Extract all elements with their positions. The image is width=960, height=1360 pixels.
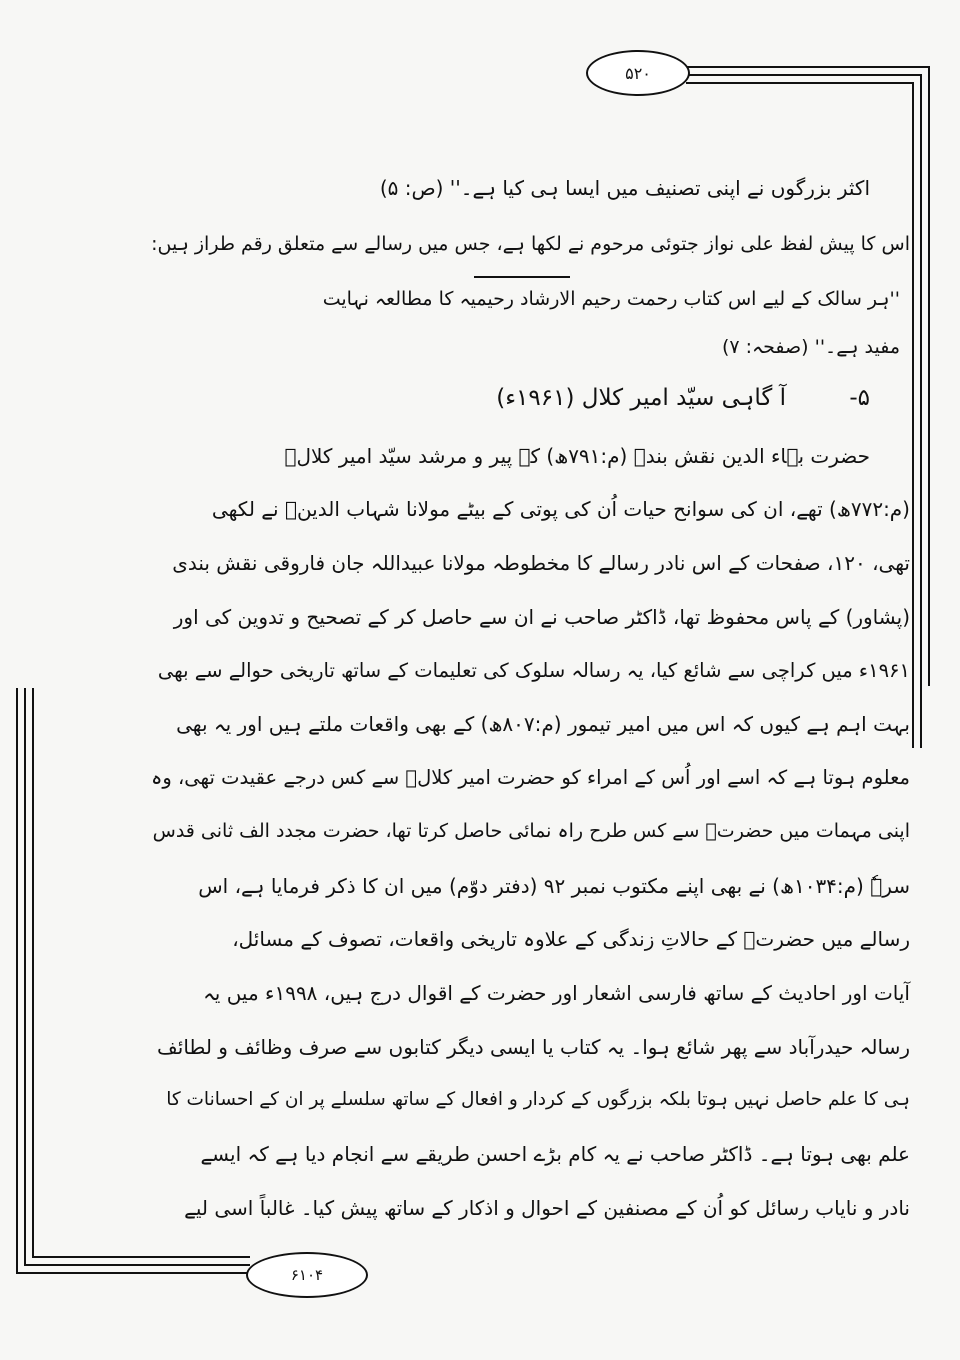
- body-line: آیات اور احادیث کے ساتھ فارسی اشعار اور حضرت کے اقوال درج ہیں، ۱۹۹۸ء میں یہ: [203, 981, 910, 1005]
- section-number: ۵-: [849, 385, 870, 411]
- body-line: حضرت بہاء الدین نقش بندؒ (م:۷۹۱ھ) کے پیر و مرشد سیّد امیر کلالؒ: [284, 444, 870, 468]
- body-line: ۱۹۶۱ء میں کراچی سے شائع کیا، یہ رسالہ سلوک کی تعلیمات کے ساتھ تاریخی حوالے سے بھی: [157, 659, 910, 682]
- frame-left-line-2: [24, 688, 26, 1266]
- intro-line-2: اس کا پیش لفظ علی نواز جتوئی مرحوم نے لکھا ہے، جس میں رسالے سے متعلق رقم طراز ہیں:: [151, 233, 910, 255]
- body-line: تھی، ۱۲۰، صفحات کے اس نادر رسالے کا مخطوطہ مولانا عبیداللہ جان فاروقی نقش بندی: [172, 551, 910, 575]
- body-line: معلوم ہوتا ہے کہ اسے اور اُس کے امراء کو حضرت امیر کلالؒ سے کس درجے عقیدت تھی، وہ: [150, 766, 910, 789]
- frame-left-line-3: [32, 688, 34, 1258]
- quote-line-2: مفید ہے۔'' (صفحہ: ۷): [721, 336, 900, 358]
- body-line: ہی کا علم حاصل نہیں ہوتا بلکہ بزرگوں کے کردار و افعال کے ساتھ سلسلے پر ان کے احسانات کا: [166, 1089, 910, 1110]
- frame-right-line-3: [912, 82, 914, 748]
- body-line: اپنی مہمات میں حضرتؒ سے کس طرح راہ نمائی حاصل کرتا تھا، حضرت مجدد الف ثانی قدس: [152, 820, 910, 842]
- body-line: نادر و نایاب رسائل کو اُن کے مصنفین کے احوال و اذکار کے ساتھ پیش کیا۔ غالباً اسی لیے: [184, 1196, 910, 1220]
- frame-right-line-2: [920, 74, 922, 748]
- intro-line-1: اکثر بزرگوں نے اپنی تصنیف میں ایسا ہی کیا ہے۔'' (ص: ۵): [379, 176, 870, 200]
- footer-page-number: ۶۱۰۴: [290, 1266, 324, 1284]
- section-title: آ گاہی سیّد امیر کلال (۱۹۶۱ء): [496, 385, 786, 411]
- quote-line-1: ''ہر سالک کے لیے اس کتاب رحمت رحیم الارشاد رحیمیہ کا مطالعہ نہایت: [322, 288, 900, 310]
- body-line: رسالہ حیدرآباد سے پھر شائع ہوا۔ یہ کتاب یا ایسی دیگر کتابوں سے صرف وظائف و لطائف: [157, 1035, 910, 1059]
- frame-right-line-1: [928, 66, 930, 686]
- body-line: رسالے میں حضرتؒ کے حالاتِ زندگی کے علاوہ تاریخی واقعات، تصوف کے مسائل،: [232, 927, 910, 951]
- body-line: (م:۷۷۲ھ) تھے، ان کی سوانح حیات اُن کی پوتی کے بیٹے مولانا شہاب الدینؒ نے لکھی: [211, 497, 910, 521]
- body-line: سرہٗ (م:۱۰۳۴ھ) نے بھی اپنے مکتوب نمبر ۹۲ (دفتر دوّم) میں ان کا ذکر فرمایا ہے، اس: [198, 874, 910, 898]
- quote-overline: [474, 276, 570, 278]
- frame-left-line-1: [16, 688, 18, 1274]
- page-content: [150, 0, 910, 1360]
- body-line: علم بھی ہوتا ہے۔ ڈاکٹر صاحب نے یہ کام بڑے احسن طریقے سے انجام دیا ہے کہ ایسے: [200, 1142, 910, 1166]
- body-line: بہت اہم ہے کیوں کہ اس میں امیر تیمور (م:۸۰۷ھ) کے بھی واقعات ملتے ہیں اور یہ بھی: [176, 712, 910, 736]
- body-line: (پشاور) کے پاس محفوظ تھا، ڈاکٹر صاحب نے ان سے حاصل کر کے تصحیح و تدوین کی اور: [173, 605, 910, 629]
- header-page-number: ۵۲۰: [625, 63, 651, 83]
